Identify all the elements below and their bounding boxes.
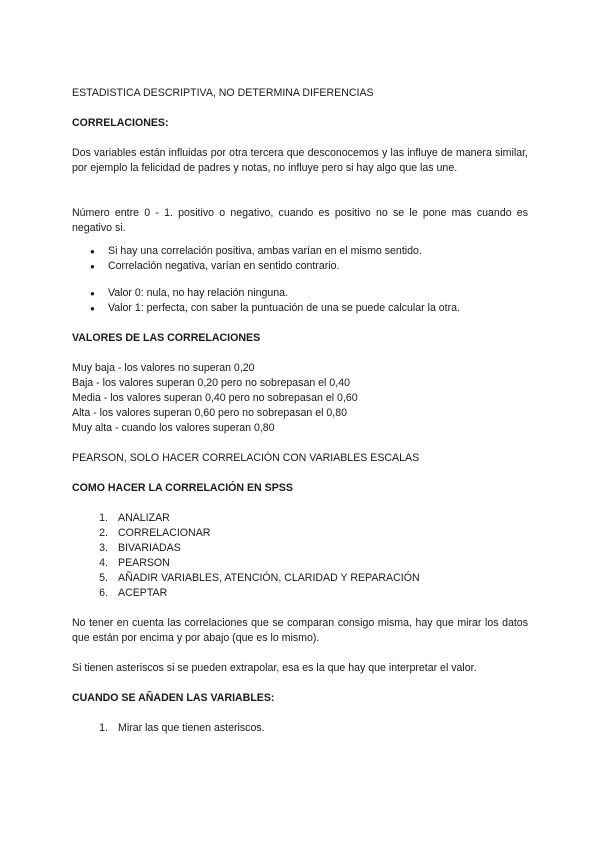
step-number: 1. — [99, 722, 108, 734]
step-text: BIVARIADAS — [118, 542, 181, 554]
list-item: ● Si hay una correlación positiva, ambas varían en el mismo sentido. — [108, 244, 528, 259]
valores-line: Muy baja - los valores no superan 0,20 — [72, 362, 255, 374]
list-item — [90, 571, 528, 586]
list-item: ● Correlación negativa, varían en sentido contrario. — [108, 259, 528, 274]
intro-line: ESTADISTICA DESCRIPTIVA, NO DETERMINA DIFERENCIAS — [72, 87, 374, 99]
spss-paragraph-1: No tener en cuenta las correlaciones que se comparan consigo misma, hay que mirar los datos que están por encima y por abajo (que es lo mismo). — [72, 617, 528, 644]
list-item — [90, 526, 528, 541]
step-number: 1. — [99, 512, 108, 524]
variables-steps — [72, 721, 528, 736]
list-item — [90, 511, 528, 526]
valores-heading: VALORES DE LAS CORRELACIONES — [72, 332, 261, 344]
step-text: CORRELACIONAR — [118, 527, 211, 539]
step-text: ANALIZAR — [118, 512, 170, 524]
variables-heading: CUANDO SE AÑADEN LAS VARIABLES: — [72, 692, 275, 704]
step-text: PEARSON — [118, 557, 170, 569]
valores-line: Media - los valores superan 0,40 pero no sobrepasan el 0,60 — [72, 392, 358, 404]
step-number: 4. — [99, 557, 108, 569]
list-item — [90, 586, 528, 601]
valores-line: Muy alta - cuando los valores superan 0,80 — [72, 422, 275, 434]
pearson-line: PEARSON, SOLO HACER CORRELACIÓN CON VARIABLES ESCALAS — [72, 452, 420, 464]
step-number: 2. — [99, 527, 108, 539]
list-item: ● Valor 1: perfecta, con saber la puntuación de una se puede calcular la otra. — [108, 301, 528, 316]
step-number: 3. — [99, 542, 108, 554]
valores-lines — [72, 361, 528, 436]
list-item — [90, 556, 528, 571]
bullet-list-signo — [72, 244, 528, 274]
correlaciones-paragraph: Dos variables están influidas por otra tercera que desconocemos y las influye de manera similar, por ejemplo la felicidad de padres y notas, no influye pero si hay algo que las une. — [72, 147, 528, 174]
numero-paragraph: Número entre 0 - 1. positivo o negativo, cuando es positivo no se le pone mas cuando es negativo si. — [72, 207, 528, 234]
list-item: ● Valor 0: nula, no hay relación ninguna. — [108, 286, 528, 301]
list-item — [90, 721, 528, 736]
valores-line: Alta - los valores superan 0,60 pero no sobrepasan el 0,80 — [72, 407, 348, 419]
correlaciones-heading: CORRELACIONES: — [72, 117, 169, 129]
spss-paragraph-2: Si tienen asteriscos si se pueden extrapolar, esa es la que hay que interpretar el valor. — [72, 662, 477, 674]
list-item — [90, 541, 528, 556]
step-number: 5. — [99, 572, 108, 584]
spss-steps — [72, 511, 528, 601]
step-text: AÑADIR VARIABLES, ATENCIÓN, CLARIDAD Y REPARACIÓN — [118, 572, 420, 584]
valores-line: Baja - los valores superan 0,20 pero no sobrepasan el 0,40 — [72, 377, 350, 389]
bullet-list-valor — [72, 286, 528, 316]
step-text: ACEPTAR — [118, 587, 168, 599]
spss-heading: COMO HACER LA CORRELACIÓN EN SPSS — [72, 482, 293, 494]
step-number: 6. — [99, 587, 108, 599]
step-text: Mirar las que tienen asteriscos. — [118, 722, 265, 734]
